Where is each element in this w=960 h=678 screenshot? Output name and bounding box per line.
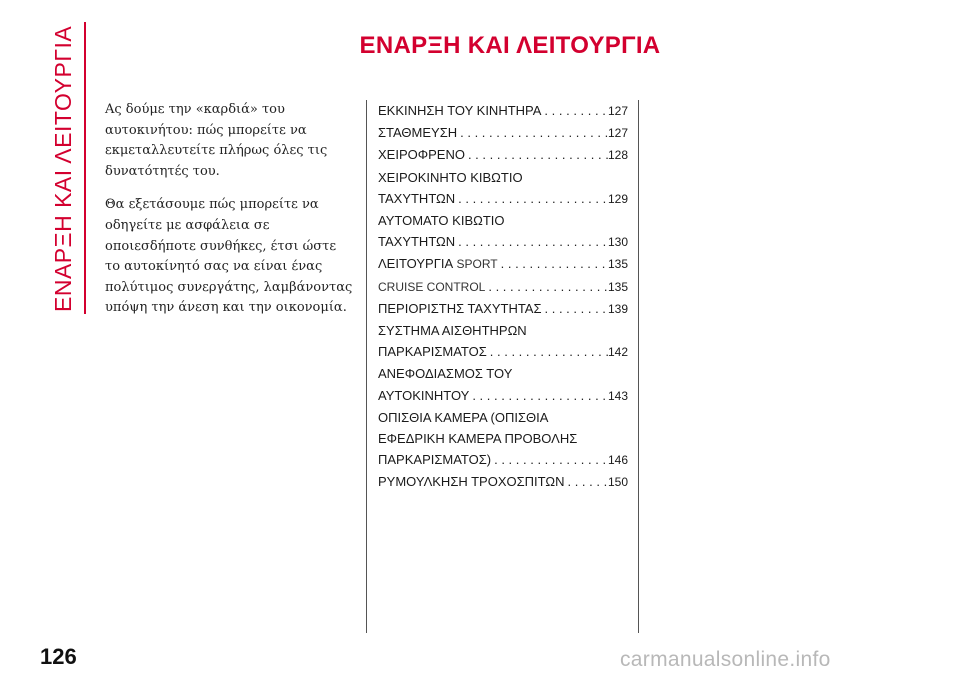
toc-page-number: 128 xyxy=(607,148,628,163)
toc-entry[interactable] xyxy=(378,122,628,144)
toc-page-number: 130 xyxy=(607,235,628,250)
table-of-contents xyxy=(378,100,628,494)
toc-leader-dots xyxy=(469,385,608,406)
toc-entry-title: ΤΑΧΥΤΗΤΩΝ xyxy=(378,234,456,250)
toc-entry-title: CRUISE CONTROL xyxy=(378,279,486,294)
toc-entry-title: ΠΕΡΙΟΡΙΣΤΗΣ ΤΑΧΥΤΗΤΑΣ xyxy=(378,300,542,316)
toc-leader-dots xyxy=(465,144,608,165)
toc-page-number: 135 xyxy=(607,257,628,272)
toc-page-number: 146 xyxy=(607,453,628,468)
toc-page-number: 129 xyxy=(607,191,628,206)
toc-entry-title: ΠΑΡΚΑΡΙΣΜΑΤΟΣ) xyxy=(378,452,492,468)
toc-page-number: 127 xyxy=(607,104,628,118)
page-title: ΕΝΑΡΞΗ ΚΑΙ ΛΕΙΤΟΥΡΓΙΑ xyxy=(359,32,661,59)
toc-leader-dots xyxy=(457,122,608,143)
toc-entry[interactable] xyxy=(378,298,628,320)
toc-entry-title: ΧΕΙΡΟΦΡΕΝΟ xyxy=(378,147,465,163)
toc-entry-line[interactable]: ΧΕΙΡΟΚΙΝΗΤΟ ΚΙΒΩΤΙΟ xyxy=(378,169,523,185)
toc-leader-dots xyxy=(491,449,608,470)
toc-page-number: 127 xyxy=(607,126,628,141)
toc-entry[interactable] xyxy=(378,449,628,471)
toc-entry[interactable] xyxy=(378,276,628,298)
toc-page-number: 150 xyxy=(607,475,628,490)
side-tab-label: ΕΝΑΡΞΗ ΚΑΙ ΛΕΙΤΟΥΡΓΙΑ xyxy=(50,25,76,312)
toc-entry-title: ΠΑΡΚΑΡΙΣΜΑΤΟΣ xyxy=(378,344,487,360)
column-divider xyxy=(366,100,367,633)
column-divider-right xyxy=(638,100,639,633)
intro-paragraph-2: Θα εξετάσουμε πώς μπορείτε να οδηγείτε με ασφάλεια σε οποιεσδήποτε συνθήκες, έτσι ώστε το αυτοκίνητό σας να είναι ένας πολύτιμος συνεργάτης, λαμβάνοντας υπόψη την άνεση και την οικονομία. xyxy=(105,197,353,316)
toc-entry-line[interactable]: ΑΝΕΦΟΔΙΑΣΜΟΣ ΤΟΥ xyxy=(378,366,513,382)
toc-entry-line[interactable]: ΟΠΙΣΘΙΑ ΚΑΜΕΡΑ (ΟΠΙΣΘΙΑ xyxy=(378,409,549,425)
toc-leader-dots xyxy=(542,298,608,319)
toc-entry-line[interactable]: ΕΦΕΔΡΙΚΗ ΚΑΜΕΡΑ ΠΡΟΒΟΛΗΣ xyxy=(378,431,578,447)
toc-entry-title: ΤΑΧΥΤΗΤΩΝ xyxy=(378,190,456,206)
toc-entry-title: ΑΥΤΟΚΙΝΗΤΟΥ xyxy=(378,387,470,403)
toc-page-number: 139 xyxy=(607,301,628,316)
watermark: carmanualsonline.info xyxy=(620,648,831,671)
toc-entry[interactable] xyxy=(378,253,628,275)
toc-entry-line[interactable]: ΣΥΣΤΗΜΑ ΑΙΣΘΗΤΗΡΩΝ xyxy=(378,323,527,339)
toc-entry-title: ΣΤΑΘΜΕΥΣΗ xyxy=(378,125,458,141)
page-number: 126 xyxy=(40,644,77,669)
toc-entry[interactable] xyxy=(378,341,628,363)
toc-page-number: 142 xyxy=(607,345,628,360)
toc-leader-dots xyxy=(564,471,608,492)
toc-leader-dots xyxy=(487,341,608,362)
intro-paragraph-1: Ας δούμε την «καρδιά» του αυτοκινήτου: πώς μπορείτε να εκμεταλλευτείτε πλήρως όλες τις δυνατότητές του. xyxy=(105,102,328,179)
toc-page-number: 143 xyxy=(607,388,628,403)
toc-entry[interactable] xyxy=(378,231,628,253)
toc-leader-dots xyxy=(498,253,608,274)
toc-leader-dots xyxy=(485,276,608,297)
toc-entry[interactable] xyxy=(378,188,628,210)
toc-entry-title: ΡΥΜΟΥΛΚΗΣΗ ΤΡΟΧΟΣΠΙΤΩΝ xyxy=(378,474,565,490)
toc-entry-line[interactable]: ΑΥΤΟΜΑΤΟ ΚΙΒΩΤΙΟ xyxy=(378,213,505,229)
toc-entry[interactable] xyxy=(378,385,628,407)
toc-entry[interactable] xyxy=(378,144,628,166)
toc-entry[interactable] xyxy=(378,471,628,493)
toc-leader-dots xyxy=(541,100,608,121)
toc-leader-dots xyxy=(455,231,608,252)
toc-entry[interactable] xyxy=(378,100,628,122)
toc-entry-title: ΕΚΚΙΝΗΣΗ ΤΟΥ ΚΙΝΗΤΗΡΑ xyxy=(378,103,542,118)
toc-leader-dots xyxy=(455,188,608,209)
intro-text xyxy=(105,100,355,332)
toc-entry-title: ΛΕΙΤΟΥΡΓΙΑ SPORT xyxy=(378,256,498,272)
toc-page-number: 135 xyxy=(607,279,628,294)
